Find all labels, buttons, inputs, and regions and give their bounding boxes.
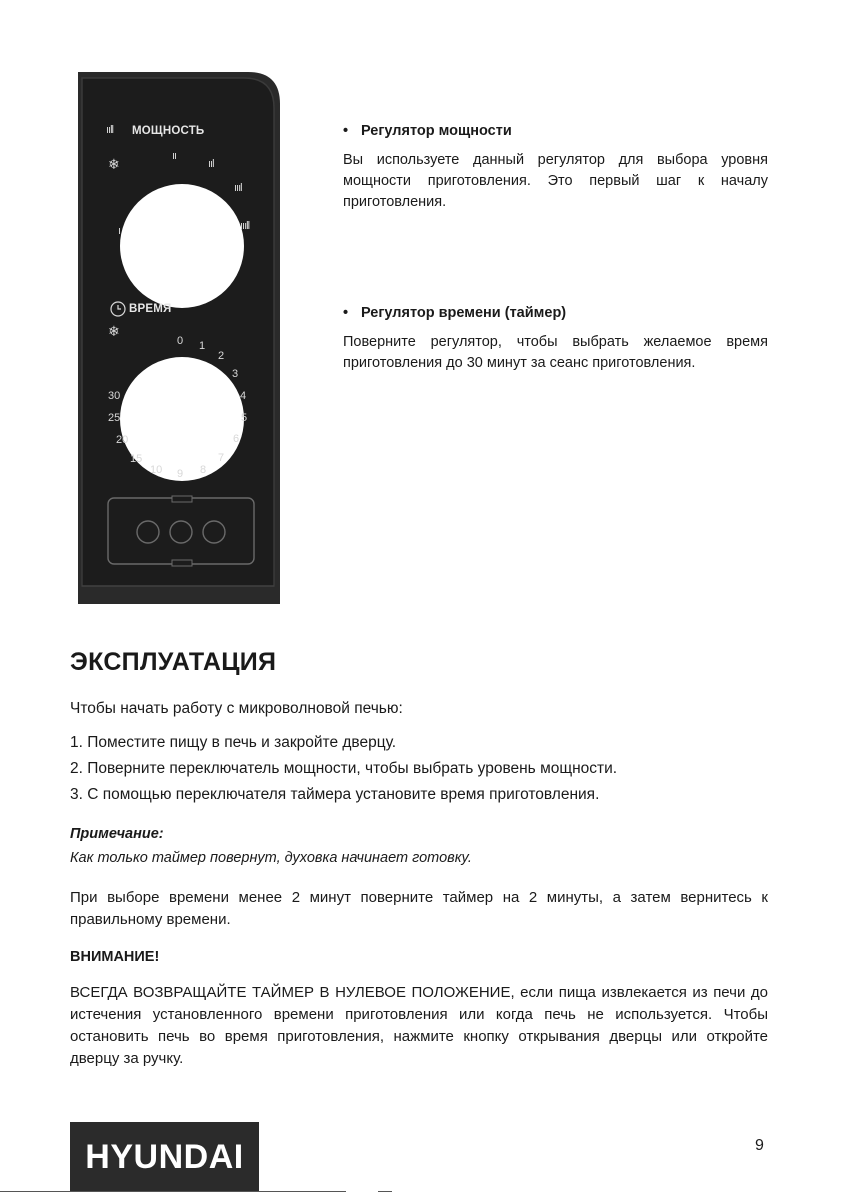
power-mark: ıı	[172, 150, 177, 162]
timer-mark: 30	[108, 390, 121, 402]
power-label: МОЩНОСТЬ	[132, 125, 205, 137]
brand-logo-text: HYUNDAI	[85, 1138, 244, 1176]
power-regulator-text: Вы используете данный регулятор для выбора уровня мощности приготовления. Это первый шаг к началу приготовления.	[343, 152, 768, 210]
note-text: Как только таймер повернут, духовка начинает готовку.	[70, 850, 472, 866]
defrost-icon: ❄	[108, 156, 120, 172]
timer-mark: 10	[150, 464, 163, 476]
power-mark: ıııl	[234, 182, 242, 194]
step-item: 3. С помощью переключателя таймера установите время приготовления.	[70, 786, 600, 803]
timer-mark: 25	[108, 412, 121, 424]
power-mark: ıııll	[240, 220, 250, 232]
control-panel-illustration	[68, 72, 282, 608]
power-regulator-description	[343, 121, 768, 213]
power-level-icon: ııll	[106, 124, 113, 136]
power-knob	[120, 184, 244, 308]
power-regulator-heading	[343, 121, 768, 142]
brand-logo	[70, 1122, 259, 1192]
section-title: ЭКСПЛУАТАЦИЯ	[70, 648, 277, 676]
timer-mark: 8	[200, 464, 207, 476]
note-heading: Примечание:	[70, 826, 164, 842]
timer-mark: 15	[130, 453, 143, 465]
timer-mark: 4	[240, 390, 247, 402]
page-number: 9	[755, 1137, 764, 1154]
power-mark: ııl	[208, 158, 214, 170]
step-item: 1. Поместите пищу в печь и закройте дверцу.	[70, 734, 397, 751]
timer-regulator-heading	[343, 303, 768, 324]
timer-mark: 20	[116, 434, 129, 446]
heading-text: Регулятор времени (таймер)	[361, 305, 567, 321]
warning-heading: ВНИМАНИЕ!	[70, 949, 160, 965]
timer-mark: 7	[218, 452, 225, 464]
defrost-icon: ❄	[108, 323, 120, 339]
timer-regulator-text: Поверните регулятор, чтобы выбрать желаемое время приготовления до 30 минут за сеанс приготовления.	[343, 334, 768, 371]
timer-regulator-description	[343, 303, 768, 374]
timer-mark: 9	[177, 468, 184, 480]
step-item: 2. Поверните переключатель мощности, чтобы выбрать уровень мощности.	[70, 760, 618, 777]
timer-mark: 5	[241, 412, 248, 424]
bullet: •	[343, 305, 349, 321]
timer-mark: 6	[233, 433, 240, 445]
note-paragraph: При выборе времени менее 2 минут поверните таймер на 2 минуты, а затем вернитесь к правильному времени.	[70, 889, 768, 928]
timer-mark: 1	[199, 340, 206, 352]
timer-mark: 3	[232, 368, 239, 380]
time-label: ВРЕМЯ	[129, 303, 172, 315]
heading-text: Регулятор мощности	[361, 123, 512, 139]
timer-mark: 2	[218, 350, 225, 362]
bullet: •	[343, 123, 349, 139]
warning-text: ВСЕГДА ВОЗВРАЩАЙТЕ ТАЙМЕР В НУЛЕВОЕ ПОЛОЖЕНИЕ, если пища извлекается из печи до истечения установленного времени приготовления или когда печь не используется. Чтобы остановить печь во время приготовления, нажмите кнопку открывания дверцы или откройте дверцу за ручку.	[70, 984, 768, 1067]
timer-mark: 0	[177, 335, 184, 347]
power-mark: ı	[118, 225, 122, 237]
intro-text: Чтобы начать работу с микроволновой печью:	[70, 700, 403, 717]
